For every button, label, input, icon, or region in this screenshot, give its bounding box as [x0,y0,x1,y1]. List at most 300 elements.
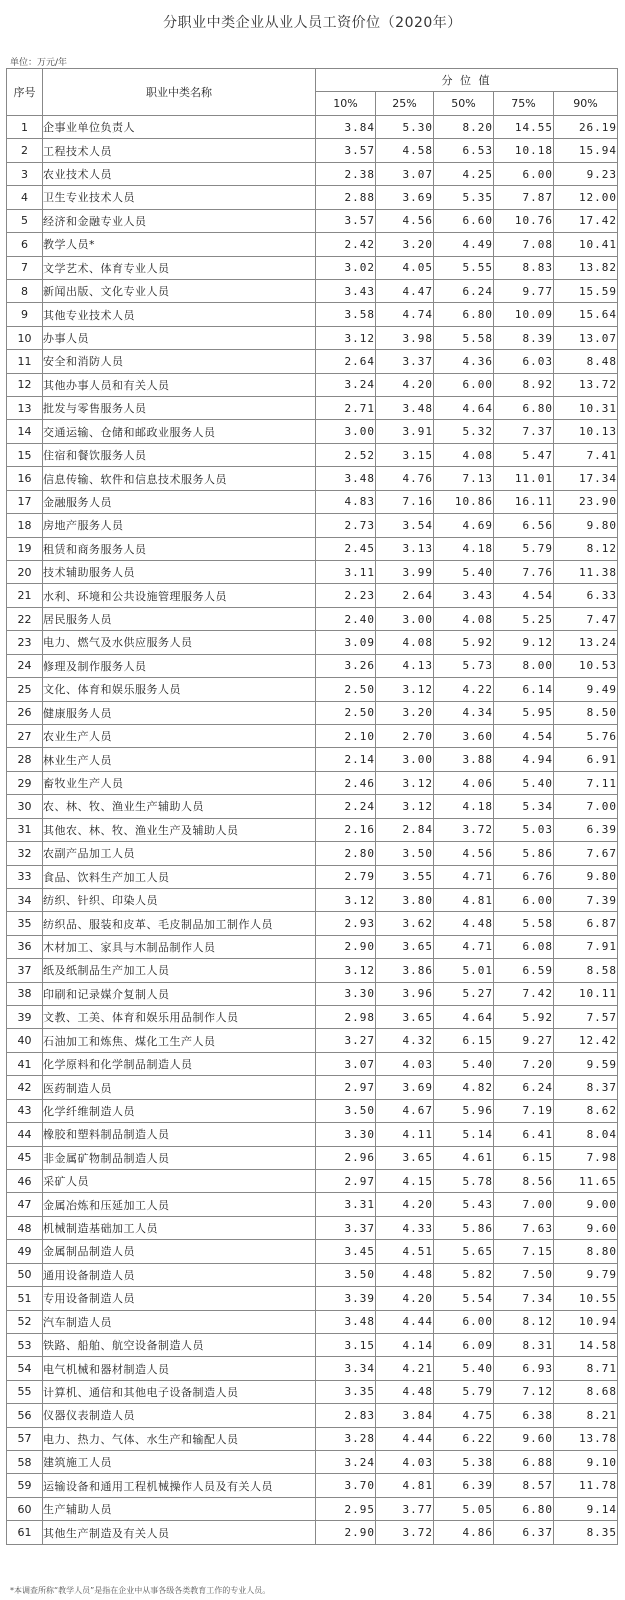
row-value-p90: 8.48 [554,350,618,373]
row-seq: 6 [7,233,43,256]
row-value-p25: 3.72 [376,1521,434,1544]
row-value-p25: 3.86 [376,959,434,982]
row-value-p90: 9.00 [554,1193,618,1216]
row-value-p75: 8.92 [494,373,554,396]
table-row [7,959,618,982]
row-value-p10: 3.28 [316,1427,376,1450]
row-occupation-name: 林业生产人员 [43,748,316,771]
row-value-p75: 7.34 [494,1287,554,1310]
row-value-p50: 4.69 [434,514,494,537]
table-row [7,1427,618,1450]
row-seq: 56 [7,1404,43,1427]
row-value-p10: 3.31 [316,1193,376,1216]
row-occupation-name: 机械制造基础加工人员 [43,1216,316,1239]
table-row [7,373,618,396]
row-value-p25: 3.55 [376,865,434,888]
wage-table [6,68,618,1545]
row-value-p25: 5.30 [376,116,434,139]
row-value-p10: 2.96 [316,1146,376,1169]
row-value-p90: 10.13 [554,420,618,443]
row-occupation-name: 电力、热力、气体、水生产和输配人员 [43,1427,316,1450]
row-seq: 23 [7,631,43,654]
row-value-p25: 3.65 [376,1006,434,1029]
row-seq: 47 [7,1193,43,1216]
row-occupation-name: 其他农、林、牧、渔业生产及辅助人员 [43,818,316,841]
row-occupation-name: 文教、工美、体育和娱乐用品制作人员 [43,1006,316,1029]
row-value-p75: 9.27 [494,1029,554,1052]
row-value-p50: 4.08 [434,443,494,466]
row-seq: 53 [7,1333,43,1356]
row-value-p10: 2.93 [316,912,376,935]
row-value-p75: 7.20 [494,1052,554,1075]
row-seq: 21 [7,584,43,607]
row-occupation-name: 非金属矿物制品制造人员 [43,1146,316,1169]
row-value-p25: 3.00 [376,748,434,771]
table-row [7,1263,618,1286]
row-value-p25: 4.74 [376,303,434,326]
row-value-p10: 3.43 [316,279,376,302]
row-value-p25: 4.48 [376,1380,434,1403]
row-value-p50: 3.60 [434,724,494,747]
row-value-p50: 5.92 [434,631,494,654]
row-value-p75: 5.34 [494,795,554,818]
row-value-p75: 10.76 [494,209,554,232]
row-value-p75: 4.54 [494,584,554,607]
row-value-p50: 5.01 [434,959,494,982]
row-value-p90: 6.91 [554,748,618,771]
row-occupation-name: 交通运输、仓储和邮政业服务人员 [43,420,316,443]
table-row [7,443,618,466]
row-value-p10: 3.26 [316,654,376,677]
row-value-p50: 5.40 [434,1357,494,1380]
row-value-p90: 17.42 [554,209,618,232]
row-value-p75: 7.08 [494,233,554,256]
row-occupation-name: 文化、体育和娱乐服务人员 [43,678,316,701]
row-value-p25: 3.48 [376,397,434,420]
row-value-p25: 4.15 [376,1169,434,1192]
row-value-p10: 2.14 [316,748,376,771]
row-seq: 13 [7,397,43,420]
row-value-p75: 7.76 [494,561,554,584]
row-value-p75: 5.25 [494,607,554,630]
row-value-p90: 12.00 [554,186,618,209]
row-value-p75: 8.57 [494,1474,554,1497]
row-value-p25: 3.96 [376,982,434,1005]
row-value-p90: 7.39 [554,888,618,911]
row-value-p90: 5.76 [554,724,618,747]
row-value-p90: 13.82 [554,256,618,279]
row-value-p75: 6.00 [494,162,554,185]
row-value-p75: 6.38 [494,1404,554,1427]
row-value-p10: 3.07 [316,1052,376,1075]
table-row [7,842,618,865]
row-value-p50: 5.14 [434,1123,494,1146]
row-seq: 27 [7,724,43,747]
row-value-p10: 2.42 [316,233,376,256]
row-occupation-name: 金属制品制造人员 [43,1240,316,1263]
row-value-p50: 4.08 [434,607,494,630]
row-seq: 14 [7,420,43,443]
row-value-p25: 4.47 [376,279,434,302]
row-value-p50: 5.58 [434,326,494,349]
row-occupation-name: 纺织品、服装和皮革、毛皮制品加工制作人员 [43,912,316,935]
row-value-p10: 3.30 [316,982,376,1005]
page-title: 分职业中类企业从业人员工资价位（2020年） [163,15,462,31]
table-body [7,116,618,1545]
row-value-p25: 2.64 [376,584,434,607]
row-value-p25: 3.98 [376,326,434,349]
row-value-p10: 3.27 [316,1029,376,1052]
row-value-p75: 6.93 [494,1357,554,1380]
table-row [7,116,618,139]
row-value-p25: 3.65 [376,1146,434,1169]
row-value-p90: 10.94 [554,1310,618,1333]
row-value-p75: 5.03 [494,818,554,841]
row-value-p50: 4.36 [434,350,494,373]
row-value-p90: 15.59 [554,279,618,302]
table-row [7,795,618,818]
header-name: 职业中类名称 [43,69,316,116]
row-value-p50: 5.54 [434,1287,494,1310]
row-value-p75: 6.03 [494,350,554,373]
row-seq: 45 [7,1146,43,1169]
table-row [7,1006,618,1029]
row-occupation-name: 食品、饮料生产加工人员 [43,865,316,888]
row-value-p50: 7.13 [434,467,494,490]
row-occupation-name: 汽车制造人员 [43,1310,316,1333]
row-value-p50: 5.96 [434,1099,494,1122]
row-seq: 48 [7,1216,43,1239]
row-value-p90: 8.04 [554,1123,618,1146]
row-occupation-name: 租赁和商务服务人员 [43,537,316,560]
row-value-p90: 7.11 [554,771,618,794]
row-value-p10: 2.73 [316,514,376,537]
row-value-p75: 4.54 [494,724,554,747]
row-value-p25: 3.12 [376,795,434,818]
table-row [7,1099,618,1122]
row-seq: 32 [7,842,43,865]
row-value-p50: 4.82 [434,1076,494,1099]
row-value-p90: 11.38 [554,561,618,584]
table-row [7,1497,618,1520]
table-row [7,490,618,513]
row-occupation-name: 计算机、通信和其他电子设备制造人员 [43,1380,316,1403]
row-value-p90: 9.80 [554,514,618,537]
row-value-p10: 3.57 [316,139,376,162]
row-value-p10: 2.97 [316,1076,376,1099]
row-value-p75: 6.88 [494,1451,554,1474]
row-occupation-name: 安全和消防人员 [43,350,316,373]
row-value-p90: 14.58 [554,1333,618,1356]
row-occupation-name: 石油加工和炼焦、煤化工生产人员 [43,1029,316,1052]
row-value-p75: 7.50 [494,1263,554,1286]
table-row [7,1123,618,1146]
row-value-p25: 4.20 [376,1287,434,1310]
row-occupation-name: 其他办事人员和有关人员 [43,373,316,396]
row-seq: 10 [7,326,43,349]
row-value-p25: 3.37 [376,350,434,373]
row-value-p90: 26.19 [554,116,618,139]
row-value-p50: 5.27 [434,982,494,1005]
row-value-p25: 4.14 [376,1333,434,1356]
row-value-p75: 8.39 [494,326,554,349]
row-seq: 37 [7,959,43,982]
row-value-p90: 9.14 [554,1497,618,1520]
row-value-p90: 11.78 [554,1474,618,1497]
row-value-p90: 8.37 [554,1076,618,1099]
row-value-p75: 16.11 [494,490,554,513]
row-seq: 5 [7,209,43,232]
row-value-p75: 6.14 [494,678,554,701]
row-value-p25: 4.11 [376,1123,434,1146]
row-value-p25: 4.33 [376,1216,434,1239]
row-value-p10: 2.24 [316,795,376,818]
row-occupation-name: 其他专业技术人员 [43,303,316,326]
row-value-p25: 4.56 [376,209,434,232]
row-seq: 58 [7,1451,43,1474]
row-value-p10: 2.80 [316,842,376,865]
row-value-p75: 4.94 [494,748,554,771]
row-seq: 26 [7,701,43,724]
row-occupation-name: 化学原料和化学制品制造人员 [43,1052,316,1075]
row-occupation-name: 橡胶和塑料制品制造人员 [43,1123,316,1146]
row-occupation-name: 文学艺术、体育专业人员 [43,256,316,279]
table-row [7,1169,618,1192]
row-occupation-name: 金融服务人员 [43,490,316,513]
row-seq: 39 [7,1006,43,1029]
row-value-p75: 10.18 [494,139,554,162]
row-seq: 4 [7,186,43,209]
table-row [7,1029,618,1052]
row-value-p10: 3.50 [316,1099,376,1122]
row-value-p25: 4.20 [376,373,434,396]
row-value-p50: 4.49 [434,233,494,256]
row-occupation-name: 化学纤维制造人员 [43,1099,316,1122]
row-seq: 8 [7,279,43,302]
unit-label: 单位：万元/年 [10,58,68,68]
row-occupation-name: 卫生专业技术人员 [43,186,316,209]
row-value-p50: 5.82 [434,1263,494,1286]
row-value-p10: 3.09 [316,631,376,654]
row-value-p90: 8.50 [554,701,618,724]
row-value-p90: 6.39 [554,818,618,841]
row-occupation-name: 畜牧业生产人员 [43,771,316,794]
table-row [7,1380,618,1403]
row-value-p75: 5.92 [494,1006,554,1029]
table-row [7,818,618,841]
row-value-p75: 5.95 [494,701,554,724]
row-occupation-name: 农业技术人员 [43,162,316,185]
row-value-p90: 8.12 [554,537,618,560]
row-value-p50: 4.75 [434,1404,494,1427]
row-value-p90: 12.42 [554,1029,618,1052]
table-row [7,701,618,724]
header-seq: 序号 [7,69,43,116]
row-occupation-name: 金属冶炼和压延加工人员 [43,1193,316,1216]
row-seq: 36 [7,935,43,958]
row-value-p90: 15.94 [554,139,618,162]
row-value-p10: 2.83 [316,1404,376,1427]
row-value-p50: 3.72 [434,818,494,841]
row-value-p90: 7.67 [554,842,618,865]
row-value-p25: 3.20 [376,701,434,724]
table-row [7,397,618,420]
row-value-p90: 7.00 [554,795,618,818]
row-value-p50: 5.35 [434,186,494,209]
row-value-p25: 4.03 [376,1451,434,1474]
row-seq: 46 [7,1169,43,1192]
row-value-p10: 3.24 [316,1451,376,1474]
table-row [7,1310,618,1333]
row-occupation-name: 技术辅助服务人员 [43,561,316,584]
row-value-p90: 9.23 [554,162,618,185]
row-value-p25: 3.07 [376,162,434,185]
row-seq: 40 [7,1029,43,1052]
row-value-p75: 6.00 [494,888,554,911]
row-value-p10: 2.79 [316,865,376,888]
row-seq: 29 [7,771,43,794]
row-value-p90: 13.72 [554,373,618,396]
table-row [7,537,618,560]
row-occupation-name: 居民服务人员 [43,607,316,630]
table-row [7,1451,618,1474]
table-row [7,303,618,326]
table-row [7,514,618,537]
row-value-p50: 4.64 [434,397,494,420]
row-value-p25: 4.08 [376,631,434,654]
header-p10: 10% [316,92,376,116]
row-value-p25: 3.91 [376,420,434,443]
table-row [7,607,618,630]
row-seq: 31 [7,818,43,841]
row-value-p75: 7.12 [494,1380,554,1403]
row-value-p50: 6.00 [434,1310,494,1333]
row-value-p25: 4.58 [376,139,434,162]
row-occupation-name: 其他生产制造及有关人员 [43,1521,316,1544]
row-value-p10: 3.84 [316,116,376,139]
row-value-p75: 5.86 [494,842,554,865]
row-value-p50: 5.32 [434,420,494,443]
table-row [7,326,618,349]
row-value-p50: 4.22 [434,678,494,701]
row-value-p90: 13.07 [554,326,618,349]
row-value-p25: 3.12 [376,678,434,701]
row-value-p50: 10.86 [434,490,494,513]
row-value-p75: 7.19 [494,1099,554,1122]
row-seq: 15 [7,443,43,466]
table-row [7,1052,618,1075]
row-value-p50: 4.06 [434,771,494,794]
table-row [7,1357,618,1380]
table-row [7,350,618,373]
table-row [7,748,618,771]
row-value-p90: 7.41 [554,443,618,466]
row-value-p50: 4.18 [434,537,494,560]
row-occupation-name: 住宿和餐饮服务人员 [43,443,316,466]
row-value-p25: 2.84 [376,818,434,841]
row-value-p90: 9.79 [554,1263,618,1286]
row-value-p90: 8.58 [554,959,618,982]
row-value-p90: 13.78 [554,1427,618,1450]
header-p50: 50% [434,92,494,116]
row-value-p75: 7.15 [494,1240,554,1263]
row-value-p75: 6.24 [494,1076,554,1099]
row-value-p25: 3.69 [376,186,434,209]
row-value-p50: 3.43 [434,584,494,607]
row-value-p90: 23.90 [554,490,618,513]
row-value-p10: 3.37 [316,1216,376,1239]
row-value-p50: 6.60 [434,209,494,232]
row-value-p75: 5.47 [494,443,554,466]
row-value-p10: 3.50 [316,1263,376,1286]
table-row [7,1193,618,1216]
row-seq: 2 [7,139,43,162]
row-value-p50: 5.40 [434,561,494,584]
row-value-p50: 4.64 [434,1006,494,1029]
row-occupation-name: 教学人员* [43,233,316,256]
row-occupation-name: 电气机械和器材制造人员 [43,1357,316,1380]
table-row [7,1521,618,1544]
row-seq: 51 [7,1287,43,1310]
row-seq: 16 [7,467,43,490]
row-occupation-name: 生产辅助人员 [43,1497,316,1520]
row-occupation-name: 医药制造人员 [43,1076,316,1099]
row-value-p75: 8.83 [494,256,554,279]
row-value-p50: 4.25 [434,162,494,185]
row-occupation-name: 批发与零售服务人员 [43,397,316,420]
row-value-p10: 2.10 [316,724,376,747]
row-occupation-name: 专用设备制造人员 [43,1287,316,1310]
row-value-p75: 6.37 [494,1521,554,1544]
row-value-p10: 2.23 [316,584,376,607]
row-seq: 19 [7,537,43,560]
table-row [7,1146,618,1169]
row-value-p50: 4.48 [434,912,494,935]
row-seq: 7 [7,256,43,279]
table-row [7,724,618,747]
row-value-p25: 3.62 [376,912,434,935]
row-value-p75: 6.80 [494,397,554,420]
row-value-p10: 2.98 [316,1006,376,1029]
row-seq: 9 [7,303,43,326]
row-value-p75: 7.63 [494,1216,554,1239]
row-seq: 60 [7,1497,43,1520]
row-value-p10: 2.50 [316,678,376,701]
row-seq: 3 [7,162,43,185]
row-value-p90: 8.68 [554,1380,618,1403]
row-value-p75: 7.00 [494,1193,554,1216]
row-seq: 42 [7,1076,43,1099]
header-p75: 75% [494,92,554,116]
row-value-p50: 6.00 [434,373,494,396]
row-value-p10: 3.12 [316,326,376,349]
row-value-p90: 9.80 [554,865,618,888]
row-seq: 33 [7,865,43,888]
row-occupation-name: 办事人员 [43,326,316,349]
row-value-p25: 3.65 [376,935,434,958]
row-value-p75: 7.42 [494,982,554,1005]
row-value-p50: 5.38 [434,1451,494,1474]
row-value-p90: 7.57 [554,1006,618,1029]
row-value-p10: 2.90 [316,1521,376,1544]
row-value-p25: 3.13 [376,537,434,560]
row-occupation-name: 水利、环境和公共设施管理服务人员 [43,584,316,607]
row-value-p25: 4.76 [376,467,434,490]
table-row [7,420,618,443]
row-value-p25: 3.20 [376,233,434,256]
row-seq: 12 [7,373,43,396]
row-value-p75: 5.40 [494,771,554,794]
